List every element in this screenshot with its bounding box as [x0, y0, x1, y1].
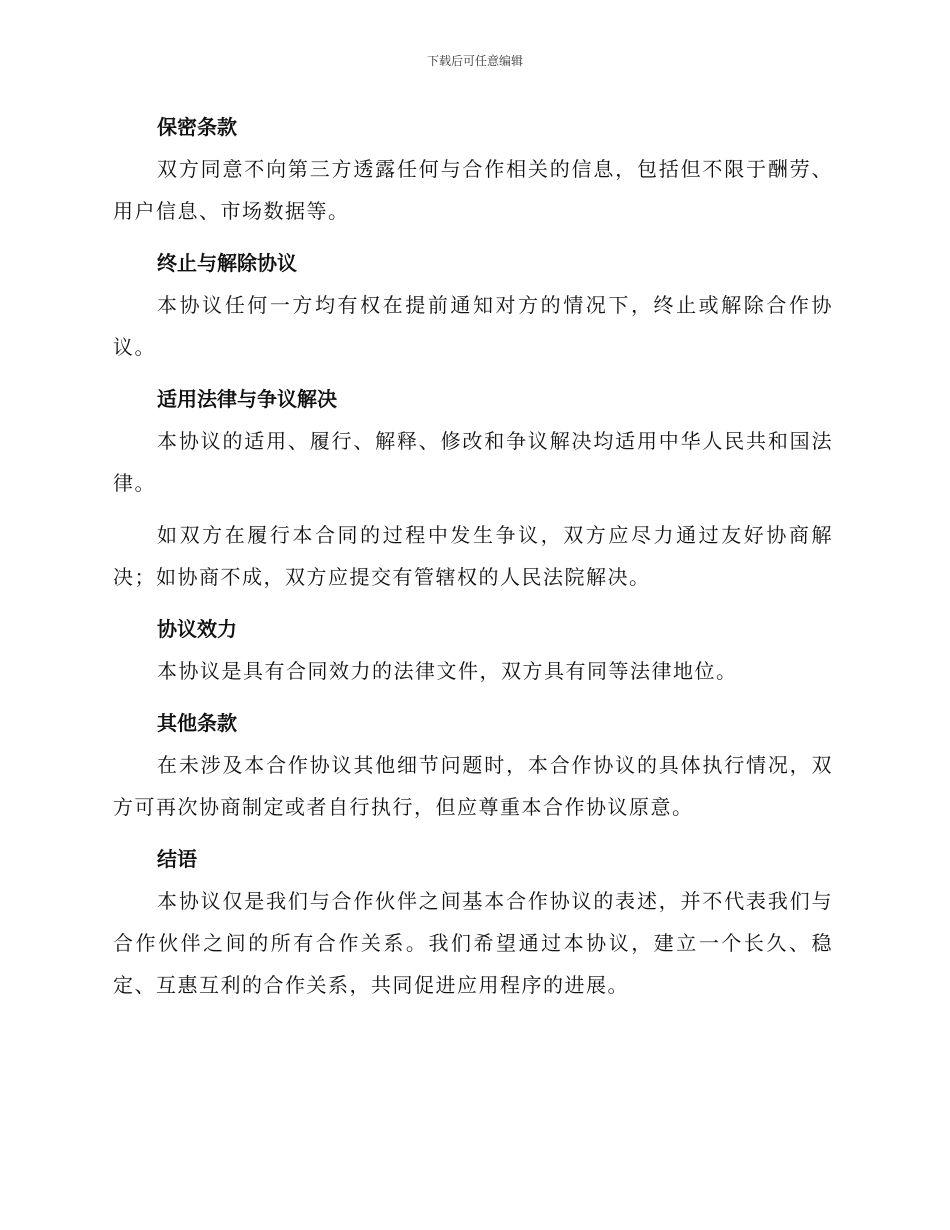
section-conclusion: [113, 838, 833, 1006]
section-heading: 协议效力: [157, 617, 237, 641]
paragraph: 如双方在履行本合同的过程中发生争议，双方应尽力通过友好协商解决；如协商不成，双方应提交有管辖权的人民法院解决。: [113, 523, 833, 589]
section-heading: 保密条款: [157, 115, 237, 139]
section-governing-law: [113, 378, 833, 598]
section-heading: 结语: [157, 847, 197, 871]
paragraph: 在未涉及本合作协议其他细节问题时，本合作协议的具体执行情况，双方可再次协商制定或者自行执行，但应尊重本合作协议原意。: [113, 753, 833, 819]
section-heading: 其他条款: [157, 711, 237, 735]
section-other-terms: [113, 702, 833, 828]
section-confidentiality: [113, 106, 833, 232]
section-heading: 适用法律与争议解决: [157, 387, 337, 411]
section-validity: [113, 608, 833, 692]
section-heading: 终止与解除协议: [157, 251, 297, 275]
paragraph: 本协议仅是我们与合作伙伴之间基本合作协议的表述，并不代表我们与合作伙伴之间的所有合作关系。我们希望通过本协议，建立一个长久、稳定、互惠互利的合作关系，共同促进应用程序的进展。: [113, 889, 833, 997]
paragraph: 本协议任何一方均有权在提前通知对方的情况下，终止或解除合作协议。: [113, 293, 833, 359]
paragraph: 本协议的适用、履行、解释、修改和争议解决均适用中华人民共和国法律。: [113, 429, 833, 495]
paragraph: 双方同意不向第三方透露任何与合作相关的信息，包括但不限于酬劳、用户信息、市场数据等。: [113, 157, 833, 223]
document-body: [113, 106, 833, 1016]
section-termination: [113, 242, 833, 368]
page-header: 下载后可任意编辑: [426, 54, 523, 68]
paragraph: 本协议是具有合同效力的法律文件，双方具有同等法律地位。: [157, 659, 738, 683]
